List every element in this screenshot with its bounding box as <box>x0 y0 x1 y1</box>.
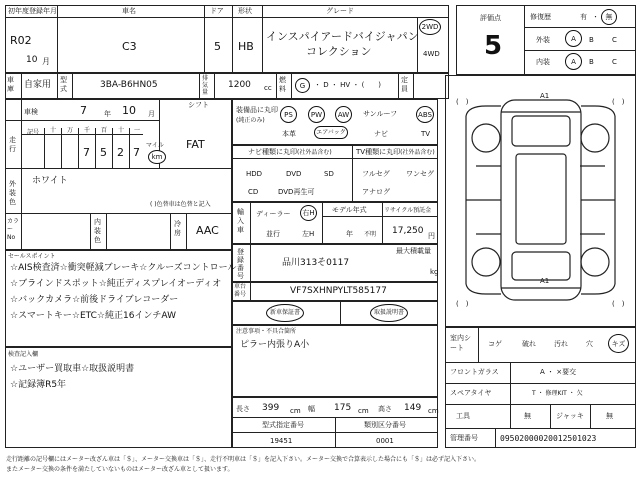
nav-cd: CD <box>248 188 259 196</box>
length-label: 長さ <box>236 405 250 413</box>
aircon-value: AAC <box>196 224 219 237</box>
seat-scratch-circle: キズ <box>608 334 629 353</box>
color-note: ( )色替車は色替と記入 <box>150 201 211 208</box>
mgmt-label: 管理番号 <box>450 434 478 442</box>
car-diagram <box>446 76 635 326</box>
max-load-label: 最大積載量 <box>396 247 431 255</box>
tv-oneseg: ワンセグ <box>406 170 434 178</box>
exterior-grade-a: A <box>565 30 582 47</box>
type-designation-label: 型式指定番号 <box>262 421 304 429</box>
reg-no-label: 登録番号 <box>237 248 244 280</box>
fuel-selected-circle: G <box>295 78 310 93</box>
footer-line2: またメーター交換の条件を満たしていないものはメーター改ざん車として扱います。 <box>6 466 234 473</box>
sales-line-1: ☆ブラインドスポット☆純正ディスプレイオーディオ <box>10 279 222 289</box>
diagram-a1-bottom: A1 <box>540 277 550 285</box>
mileage-digit-header-4: 十 <box>118 127 125 134</box>
mileage-digit-header-0: 十 <box>50 127 57 134</box>
nav-dvd-play: DVD再生可 <box>278 188 315 196</box>
notes-value: ピラー内張りA小 <box>240 340 310 350</box>
width-value: 175 <box>334 403 352 413</box>
spare-value: T ・ 修理KIT ・ 欠 <box>532 390 583 397</box>
import-parallel: 並行 <box>266 230 280 238</box>
height-value: 149 <box>404 403 422 413</box>
score-label: 評価点 <box>480 14 501 22</box>
vin-value: VF7SXHNPYLT585177 <box>290 286 387 296</box>
mileage-digit-header-5: 一 <box>134 127 141 134</box>
nav-hdd: HDD <box>246 170 263 178</box>
mileage-digit-header-1: 万 <box>67 127 74 134</box>
diagram-paren-bl: ( ) <box>456 300 469 308</box>
drive-2wd-circle: 2WD <box>419 19 441 35</box>
mgmt-value: 0950200002001250102​3 <box>500 434 597 443</box>
length-value: 399 <box>262 403 280 413</box>
equip-pw: PW <box>308 106 325 123</box>
mileage-unit-top: マイル <box>146 142 164 149</box>
mileage-digit-header-3: 百 <box>101 127 108 134</box>
score-value: 5 <box>484 31 503 61</box>
spare-label: スペアタイヤ <box>450 389 492 397</box>
mileage-unit-km-circle: km <box>148 150 166 164</box>
first-reg-era: R02 <box>10 34 32 47</box>
mileage-label: 走行 <box>9 136 16 153</box>
exterior-label: 外装 <box>536 36 550 44</box>
inspection-label: 車検 <box>24 108 38 116</box>
reg-no-value: 品川313そ0117 <box>282 258 350 268</box>
mileage-digit-header-2: 千 <box>84 127 91 134</box>
sales-line-0: ☆AIS検査済☆衝突軽減ブレーキ☆クルーズコントロール <box>10 263 237 273</box>
windshield-label: フロントガラス <box>450 368 499 376</box>
car-name: C3 <box>122 40 137 53</box>
car-name-label: 車名 <box>122 7 136 15</box>
footer-line1: 走行距離の記号欄にはメーター改ざん車は「＄」、メーター交換車は「＄」、走行不明車は「＄」を記入下さい。メーター交換で合算表示した場合にも「＄」は必ず記入下さい。 <box>6 456 481 463</box>
inspector-box <box>5 347 232 448</box>
type-designation-value: 19451 <box>270 437 293 445</box>
equip-aw: AW <box>335 106 352 123</box>
door-label: ドア <box>210 7 224 15</box>
inspector-line-1: ☆記録簿R5年 <box>10 380 67 390</box>
aircon-label: 冷房 <box>174 220 181 237</box>
repair-dot: ・ <box>592 13 599 21</box>
exterior-grade-c: C <box>612 36 617 44</box>
first-reg-month: 10 <box>26 55 38 65</box>
tools-value: 無 <box>524 412 531 420</box>
model-year-unknown: 不明 <box>364 231 377 238</box>
diagram-paren-tl: ( ) <box>456 98 469 106</box>
category-label: 類別区分番号 <box>364 421 406 429</box>
drive-4wd: 4WD <box>423 50 440 58</box>
seat-stain: 汚れ <box>554 340 568 348</box>
usage-value: 自家用 <box>24 80 52 90</box>
nav-dvd: DVD <box>286 170 302 178</box>
notes-label: 注意事項・不具合箇所 <box>236 328 297 335</box>
color-label: 外装色 <box>9 180 16 206</box>
door-count: 5 <box>214 40 221 53</box>
shift-label: シフト <box>188 101 209 109</box>
grade-line2: コレクション <box>306 45 372 58</box>
body-shape: HB <box>238 40 254 53</box>
inspection-year-unit: 年 <box>104 110 111 118</box>
tv-fullseg: フルセグ <box>362 170 390 178</box>
windshield-value: A ・ ×要交 <box>540 368 577 376</box>
model-year-label: モデル年式 <box>332 206 367 214</box>
inspector-line-0: ☆ユーザー買取車☆取扱説明書 <box>10 364 135 374</box>
max-load-unit: kg <box>430 268 439 276</box>
displacement-value: 1200 <box>228 80 251 90</box>
mileage-digit-5: 7 <box>133 146 140 159</box>
capacity-label: 定員 <box>401 76 408 93</box>
grade-line1: インスパイアードバイジャパン <box>266 30 419 43</box>
import-left-hand: 左H <box>302 230 315 238</box>
interior-color-label: 内装色 <box>94 218 101 244</box>
equip-sunroof: サンルーフ <box>363 110 398 118</box>
interior-label: 内装 <box>536 58 550 66</box>
diagram-paren-br: ( ) <box>612 300 625 308</box>
mileage-digit-4: 2 <box>117 146 124 159</box>
fuel-label: 燃料 <box>279 76 286 93</box>
equip-navi: ナビ <box>374 130 388 138</box>
diagram-paren-tr: ( ) <box>612 98 625 106</box>
mileage-digit-3: 5 <box>100 146 107 159</box>
mileage-note: 記号 <box>27 129 40 136</box>
import-right-hand: 右H <box>300 205 317 221</box>
recycle-label: リサイクル預託金 <box>384 207 432 214</box>
seat-burn: コゲ <box>488 340 502 348</box>
shape-label: 形状 <box>238 7 252 15</box>
inspection-year: 7 <box>80 104 87 117</box>
model-value: 3BA-B6HN05 <box>100 80 158 90</box>
tools-label: 工具 <box>456 412 470 420</box>
category-value: 0001 <box>376 437 394 445</box>
inspection-month: 10 <box>122 104 136 117</box>
sales-line-3: ☆スマートキー☆ETC☆純正16インチAW <box>10 311 176 321</box>
interior-grade-a: A <box>565 53 582 70</box>
diagram-a1-top: A1 <box>540 92 550 100</box>
tv-analog: アナログ <box>362 188 390 196</box>
equipment-sub: (純正のみ) <box>236 117 265 124</box>
first-reg-label: 初年度登録年月 <box>8 7 57 15</box>
interior-grade-c: C <box>612 58 617 66</box>
equip-leather: 本革 <box>282 130 296 138</box>
jack-label: ジャッキ <box>556 412 584 420</box>
interior-grade-b: B <box>589 58 594 66</box>
tv-label: TV種類に丸印(社外品含む) <box>356 148 435 156</box>
mileage-digit-2: 7 <box>83 146 90 159</box>
equip-airbag: エアバック <box>314 126 348 139</box>
sales-label: セールスポイント <box>8 253 56 260</box>
equip-abs: ABS <box>416 106 434 123</box>
exterior-grade-b: B <box>589 36 594 44</box>
usage-label: 車庫 <box>7 76 14 93</box>
jack-value: 無 <box>606 412 613 420</box>
equipment-label: 装備品に丸印 <box>236 106 278 114</box>
recycle-unit: 円 <box>428 232 435 240</box>
repair-label: 修復歴 <box>530 13 551 21</box>
width-unit: cm <box>358 407 369 415</box>
grade-label: グレード <box>326 7 354 15</box>
first-reg-month-unit: 月 <box>42 57 50 66</box>
seat-label: 室内シート <box>450 334 471 352</box>
nav-sd: SD <box>324 170 334 178</box>
repair-yes: 有 <box>580 13 587 21</box>
color-no-label: カラーNo <box>7 218 20 241</box>
fuel-options: ・ D ・ HV ・ ( ) <box>314 81 382 89</box>
sales-line-2: ☆バックカメラ☆前後ドライブレコーダー <box>10 295 179 305</box>
width-label: 幅 <box>308 405 315 413</box>
inspector-label: 検査記入欄 <box>8 351 39 358</box>
vin-label: 車台番号 <box>234 283 247 298</box>
import-dealer: ディーラー <box>256 210 291 218</box>
equip-tv: TV <box>421 130 431 138</box>
length-unit: cm <box>290 407 301 415</box>
height-unit: cm <box>428 407 439 415</box>
manual-circle: 取扱説明書 <box>370 304 408 322</box>
displacement-unit: cc <box>264 84 272 92</box>
color-value: ホワイト <box>32 176 68 186</box>
nav-label: ナビ種類に丸印(社外品含む) <box>248 148 332 156</box>
model-year-year: 年 <box>346 230 353 238</box>
shift-value: FAT <box>186 138 205 151</box>
repair-no-circle: 無 <box>601 9 617 25</box>
displacement-label: 排気量 <box>202 75 209 96</box>
seat-tear: 破れ <box>522 340 536 348</box>
seat-hole: 穴 <box>586 340 593 348</box>
import-label: 輸入車 <box>237 208 244 234</box>
equip-ps: PS <box>280 106 297 123</box>
model-label: 型式 <box>60 76 67 93</box>
inspection-month-unit: 月 <box>148 110 155 118</box>
height-label: 高さ <box>378 405 392 413</box>
recycle-amount: 17,250 <box>392 226 424 236</box>
new-warranty-circle: 新車保証書 <box>266 304 304 322</box>
